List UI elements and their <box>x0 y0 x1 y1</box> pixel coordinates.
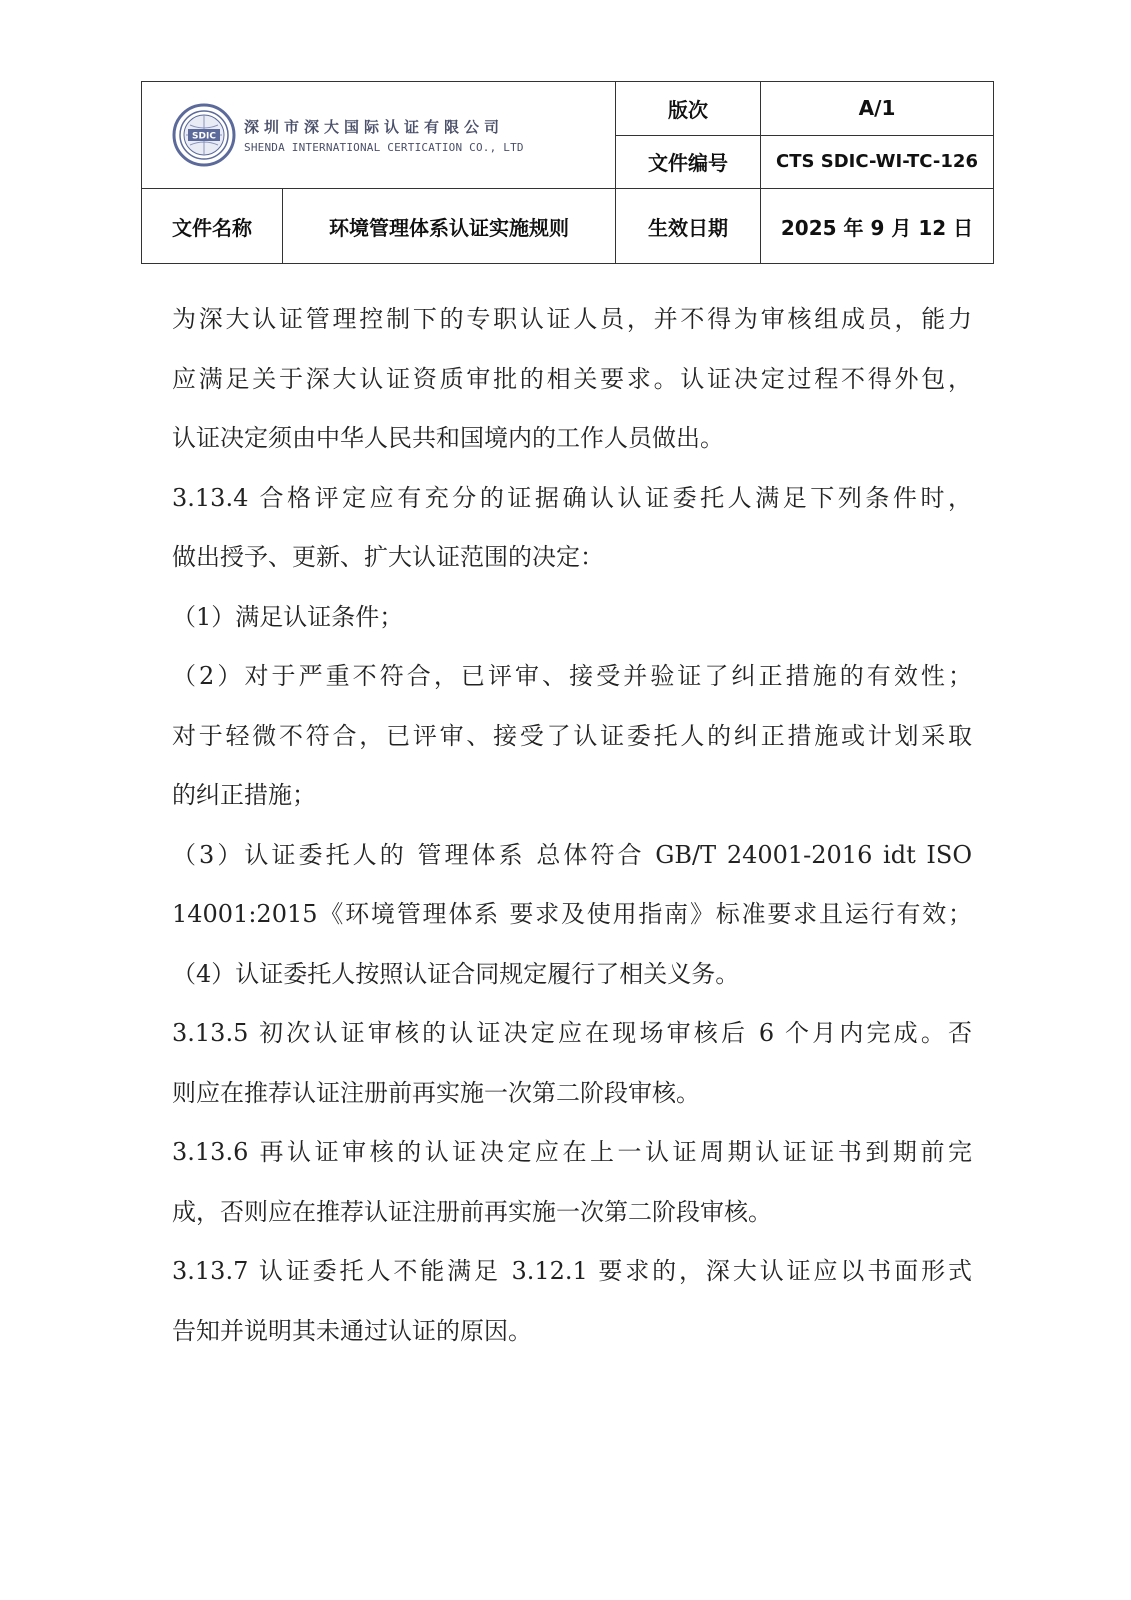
company-seal-logo <box>172 103 236 167</box>
body-line: 3.13.4 合格评定应有充分的证据确认认证委托人满足下列条件时， <box>172 483 972 512</box>
body-line: （4）认证委托人按照认证合同规定履行了相关义务。 <box>172 959 740 988</box>
body-line: 告知并说明其未通过认证的原因。 <box>172 1316 532 1345</box>
body-line: 14001:2015《环境管理体系 要求及使用指南》标准要求且运行有效； <box>172 900 972 928</box>
body-line: 成，否则应在推荐认证注册前再实施一次第二阶段审核。 <box>172 1197 772 1226</box>
doc-number-value: CTS SDIC-WI-TC-126 <box>761 135 994 189</box>
body-line: （3）认证委托人的 管理体系 总体符合 GB/T 24001-2016 idt ISO <box>172 840 972 869</box>
company-name-cn: 深圳市深大国际认证有限公司 <box>244 118 505 136</box>
logo-seal-text: SDIC <box>192 131 216 142</box>
body-line: 做出授予、更新、扩大认证范围的决定： <box>172 543 604 571</box>
document-header-table <box>141 81 994 264</box>
version-label: 版次 <box>616 82 761 136</box>
doc-name-label: 文件名称 <box>142 189 283 264</box>
doc-number-label: 文件编号 <box>616 135 761 189</box>
body-line: 的纠正措施； <box>172 781 316 809</box>
body-line: （1）满足认证条件； <box>172 602 404 631</box>
version-value: A/1 <box>761 82 994 136</box>
body-line: （2）对于严重不符合，已评审、接受并验证了纠正措施的有效性； <box>172 662 972 690</box>
body-line: 认证决定须由中华人民共和国境内的工作人员做出。 <box>172 424 724 452</box>
company-logo-cell <box>142 82 616 189</box>
doc-name-value: 环境管理体系认证实施规则 <box>283 189 616 264</box>
company-name-en: SHENDA INTERNATIONAL CERTICATION CO., LTD <box>244 141 524 154</box>
document-body <box>172 290 972 1361</box>
body-line: 对于轻微不符合，已评审、接受了认证委托人的纠正措施或计划采取 <box>172 721 972 750</box>
body-line: 则应在推荐认证注册前再实施一次第二阶段审核。 <box>172 1078 700 1107</box>
body-line: 为深大认证管理控制下的专职认证人员，并不得为审核组成员，能力 <box>172 305 972 333</box>
body-line: 应满足关于深大认证资质审批的相关要求。认证决定过程不得外包， <box>172 364 972 393</box>
body-line: 3.13.5 初次认证审核的认证决定应在现场审核后 6 个月内完成。否 <box>172 1019 972 1047</box>
effective-date-label: 生效日期 <box>616 189 761 264</box>
body-line: 3.13.7 认证委托人不能满足 3.12.1 要求的，深大认证应以书面形式 <box>172 1257 972 1285</box>
body-line: 3.13.6 再认证审核的认证决定应在上一认证周期认证证书到期前完 <box>172 1138 972 1166</box>
effective-date-value: 2025 年 9 月 12 日 <box>761 189 994 264</box>
